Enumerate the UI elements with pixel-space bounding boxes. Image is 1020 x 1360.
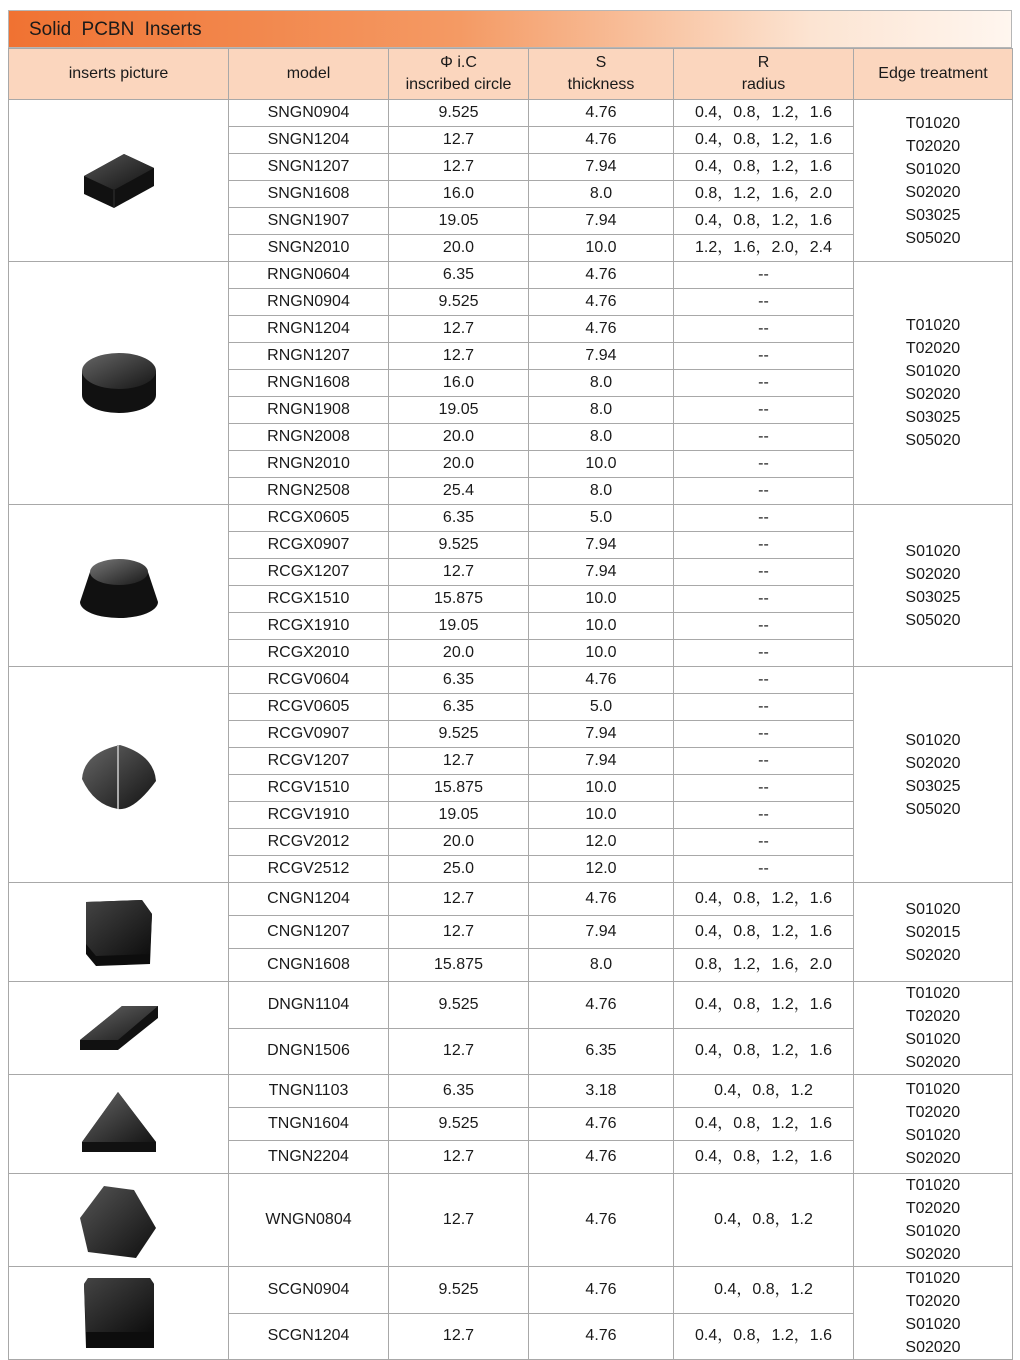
- radius-cell: --: [674, 289, 854, 316]
- thickness-cell: 8.0: [529, 397, 674, 424]
- inscribed-circle-cell: 12.7: [389, 559, 529, 586]
- radius-cell: --: [674, 613, 854, 640]
- thickness-cell: 10.0: [529, 235, 674, 262]
- edge-treatment-code: S03025: [905, 777, 961, 795]
- header-radius: [674, 49, 854, 100]
- thickness-cell: 4.76: [529, 1267, 674, 1314]
- model-cell: RCGV2012: [229, 829, 389, 856]
- model-cell: RNGN1908: [229, 397, 389, 424]
- radius-cell: 0.4，0.8，1.2，1.6: [674, 127, 854, 154]
- thickness-cell: 5.0: [529, 694, 674, 721]
- radius-cell: --: [674, 802, 854, 829]
- radius-cell: --: [674, 532, 854, 559]
- thickness-cell: 8.0: [529, 478, 674, 505]
- radius-cell: 0.4，0.8，1.2，1.6: [674, 883, 854, 916]
- edge-treatment-code: S02020: [905, 1339, 961, 1356]
- model-cell: RNGN0604: [229, 262, 389, 289]
- edge-treatment-code: S01020: [905, 900, 961, 918]
- inscribed-circle-cell: 9.525: [389, 1267, 529, 1314]
- radius-cell: 0.4，0.8，1.2，1.6: [674, 1141, 854, 1174]
- radius-cell: --: [674, 775, 854, 802]
- inscribed-circle-cell: 6.35: [389, 505, 529, 532]
- radius-cell: 0.4，0.8，1.2，1.6: [674, 982, 854, 1029]
- thickness-cell: 7.94: [529, 208, 674, 235]
- inscribed-circle-cell: 25.4: [389, 478, 529, 505]
- model-cell: RNGN2008: [229, 424, 389, 451]
- thickness-cell: 4.76: [529, 982, 674, 1029]
- edge-treatment-code: S02020: [905, 386, 961, 403]
- model-cell: RCGX1510: [229, 586, 389, 613]
- thickness-cell: 10.0: [529, 613, 674, 640]
- edge-treatment-code: T02020: [905, 1104, 961, 1121]
- inscribed-circle-cell: 9.525: [389, 982, 529, 1029]
- thickness-cell: 7.94: [529, 343, 674, 370]
- inscribed-circle-cell: 25.0: [389, 856, 529, 883]
- inscribed-circle-cell: 20.0: [389, 451, 529, 478]
- edge-treatment-cell: [854, 1267, 1013, 1360]
- edge-treatment-code: S03025: [905, 409, 961, 426]
- edge-treatment-code: S02020: [905, 946, 961, 964]
- edge-treatment-code: S02020: [905, 183, 961, 201]
- radius-cell: 0.4，0.8，1.2: [674, 1075, 854, 1108]
- thickness-cell: 10.0: [529, 775, 674, 802]
- rhombic-55-insert-icon: [9, 998, 228, 1058]
- edge-treatment-code: S01020: [905, 1316, 961, 1333]
- header-ic-label: inscribed circle: [405, 76, 512, 93]
- inscribed-circle-cell: 12.7: [389, 154, 529, 181]
- edge-treatment-code: S03025: [905, 206, 961, 224]
- inscribed-circle-cell: 19.05: [389, 613, 529, 640]
- table-row: [9, 1267, 1013, 1314]
- model-cell: CNGN1204: [229, 883, 389, 916]
- inscribed-circle-cell: 16.0: [389, 370, 529, 397]
- model-cell: CNGN1608: [229, 949, 389, 982]
- header-inscribed-circle: [389, 49, 529, 100]
- inscribed-circle-cell: 12.7: [389, 316, 529, 343]
- edge-treatment-cell: [854, 883, 1013, 982]
- edge-treatment-cell: [854, 505, 1013, 667]
- inscribed-circle-cell: 6.35: [389, 694, 529, 721]
- page-title: Solid PCBN Inserts: [8, 10, 1012, 48]
- thickness-cell: 4.76: [529, 289, 674, 316]
- insert-picture-cell: [9, 1267, 229, 1360]
- thickness-cell: 3.18: [529, 1075, 674, 1108]
- radius-cell: 0.4，0.8，1.2，1.6: [674, 100, 854, 127]
- table-row: [9, 262, 1013, 289]
- inscribed-circle-cell: 19.05: [389, 802, 529, 829]
- radius-cell: --: [674, 748, 854, 775]
- thickness-cell: 6.35: [529, 1028, 674, 1075]
- inscribed-circle-cell: 6.35: [389, 667, 529, 694]
- model-cell: WNGN0804: [229, 1174, 389, 1267]
- radius-cell: --: [674, 586, 854, 613]
- header-s-symbol: S: [595, 54, 607, 71]
- edge-treatment-code: S01020: [905, 363, 961, 380]
- radius-cell: --: [674, 370, 854, 397]
- square-chamfered-insert-icon: [9, 1268, 228, 1358]
- edge-treatment-code: S01020: [905, 731, 961, 749]
- model-cell: RNGN2508: [229, 478, 389, 505]
- model-cell: RCGX0605: [229, 505, 389, 532]
- thickness-cell: 12.0: [529, 829, 674, 856]
- edge-treatment-code: S02015: [905, 923, 961, 941]
- inscribed-circle-cell: 12.7: [389, 1141, 529, 1174]
- radius-cell: 0.4，0.8，1.2: [674, 1174, 854, 1267]
- radius-cell: 0.4，0.8，1.2: [674, 1267, 854, 1314]
- header-ic-symbol: Φ i.C: [440, 54, 477, 71]
- spec-sheet: [8, 10, 1012, 1360]
- radius-cell: --: [674, 451, 854, 478]
- insert-picture-cell: [9, 1075, 229, 1174]
- inscribed-circle-cell: 9.525: [389, 532, 529, 559]
- insert-picture-cell: [9, 100, 229, 262]
- header-edge-treatment: Edge treatment: [854, 49, 1013, 100]
- radius-cell: 0.4，0.8，1.2，1.6: [674, 1028, 854, 1075]
- inscribed-circle-cell: 15.875: [389, 586, 529, 613]
- radius-cell: --: [674, 721, 854, 748]
- radius-cell: --: [674, 424, 854, 451]
- insert-picture-cell: [9, 262, 229, 505]
- thickness-cell: 4.76: [529, 667, 674, 694]
- thickness-cell: 4.76: [529, 1174, 674, 1267]
- square-insert-icon: [9, 146, 228, 216]
- triangle-insert-icon: [9, 1084, 228, 1164]
- inscribed-circle-cell: 12.7: [389, 1028, 529, 1075]
- model-cell: RNGN0904: [229, 289, 389, 316]
- model-cell: RCGV0605: [229, 694, 389, 721]
- radius-cell: --: [674, 856, 854, 883]
- thickness-cell: 4.76: [529, 316, 674, 343]
- thickness-cell: 10.0: [529, 640, 674, 667]
- inscribed-circle-cell: 12.7: [389, 883, 529, 916]
- radius-cell: 1.2，1.6，2.0，2.4: [674, 235, 854, 262]
- radius-cell: --: [674, 694, 854, 721]
- radius-cell: --: [674, 559, 854, 586]
- insert-picture-cell: [9, 982, 229, 1075]
- edge-treatment-code: S05020: [905, 611, 961, 629]
- thickness-cell: 7.94: [529, 748, 674, 775]
- inscribed-circle-cell: 12.7: [389, 343, 529, 370]
- edge-treatment-code: T02020: [905, 340, 961, 357]
- radius-cell: --: [674, 667, 854, 694]
- table-row: [9, 100, 1013, 127]
- inscribed-circle-cell: 15.875: [389, 949, 529, 982]
- model-cell: TNGN2204: [229, 1141, 389, 1174]
- edge-treatment-code: S02020: [905, 754, 961, 772]
- inscribed-circle-cell: 16.0: [389, 181, 529, 208]
- edge-treatment-code: S01020: [905, 1031, 961, 1048]
- thickness-cell: 8.0: [529, 949, 674, 982]
- model-cell: RCGV2512: [229, 856, 389, 883]
- inscribed-circle-cell: 20.0: [389, 235, 529, 262]
- edge-treatment-code: S02020: [905, 1054, 961, 1071]
- trigon-insert-icon: [9, 1178, 228, 1263]
- edge-treatment-code: S05020: [905, 229, 961, 247]
- radius-cell: 0.4，0.8，1.2，1.6: [674, 1313, 854, 1360]
- model-cell: DNGN1506: [229, 1028, 389, 1075]
- thickness-cell: 7.94: [529, 916, 674, 949]
- edge-treatment-code: S05020: [905, 800, 961, 818]
- table-body: [9, 100, 1013, 1360]
- header-s-label: thickness: [567, 76, 635, 93]
- model-cell: SNGN1907: [229, 208, 389, 235]
- inscribed-circle-cell: 9.525: [389, 100, 529, 127]
- table-row: [9, 667, 1013, 694]
- edge-treatment-code: T01020: [905, 985, 961, 1002]
- edge-treatment-code: T02020: [905, 1293, 961, 1310]
- model-cell: RCGX0907: [229, 532, 389, 559]
- inscribed-circle-cell: 19.05: [389, 208, 529, 235]
- model-cell: SNGN1608: [229, 181, 389, 208]
- inscribed-circle-cell: 12.7: [389, 127, 529, 154]
- inscribed-circle-cell: 20.0: [389, 829, 529, 856]
- model-cell: RNGN1204: [229, 316, 389, 343]
- header-row: [9, 49, 1013, 100]
- radius-cell: 0.4，0.8，1.2，1.6: [674, 916, 854, 949]
- model-cell: RNGN1608: [229, 370, 389, 397]
- thickness-cell: 12.0: [529, 856, 674, 883]
- edge-treatment-code: T01020: [905, 114, 961, 132]
- edge-treatment-code: S02020: [905, 1246, 961, 1263]
- table-row: [9, 1075, 1013, 1108]
- thickness-cell: 7.94: [529, 721, 674, 748]
- radius-cell: 0.4，0.8，1.2，1.6: [674, 154, 854, 181]
- edge-treatment-code: T02020: [905, 1200, 961, 1217]
- radius-cell: --: [674, 316, 854, 343]
- table-row: [9, 982, 1013, 1029]
- radius-cell: --: [674, 397, 854, 424]
- model-cell: SCGN0904: [229, 1267, 389, 1314]
- thickness-cell: 10.0: [529, 451, 674, 478]
- thickness-cell: 8.0: [529, 370, 674, 397]
- model-cell: SNGN0904: [229, 100, 389, 127]
- inscribed-circle-cell: 19.05: [389, 397, 529, 424]
- header-r-symbol: R: [757, 54, 770, 71]
- thickness-cell: 4.76: [529, 100, 674, 127]
- rhombic-80-insert-icon: [9, 892, 228, 972]
- radius-cell: --: [674, 829, 854, 856]
- inscribed-circle-cell: 20.0: [389, 424, 529, 451]
- header-picture: inserts picture: [9, 49, 229, 100]
- model-cell: RCGX1910: [229, 613, 389, 640]
- radius-cell: 0.8，1.2，1.6，2.0: [674, 181, 854, 208]
- insert-picture-cell: [9, 505, 229, 667]
- radius-cell: --: [674, 505, 854, 532]
- model-cell: RCGV1910: [229, 802, 389, 829]
- model-cell: DNGN1104: [229, 982, 389, 1029]
- model-cell: RCGV1510: [229, 775, 389, 802]
- edge-treatment-cell: [854, 1174, 1013, 1267]
- model-cell: RCGV0604: [229, 667, 389, 694]
- edge-treatment-cell: [854, 982, 1013, 1075]
- edge-treatment-cell: [854, 100, 1013, 262]
- radius-cell: --: [674, 343, 854, 370]
- header-r-label: radius: [741, 76, 786, 93]
- edge-treatment-cell: [854, 1075, 1013, 1174]
- header-model: model: [229, 49, 389, 100]
- radius-cell: 0.8，1.2，1.6，2.0: [674, 949, 854, 982]
- model-cell: SNGN1207: [229, 154, 389, 181]
- thickness-cell: 7.94: [529, 154, 674, 181]
- model-cell: SCGN1204: [229, 1313, 389, 1360]
- edge-treatment-code: T01020: [905, 1081, 961, 1098]
- insert-picture-cell: [9, 1174, 229, 1267]
- model-cell: RCGX1207: [229, 559, 389, 586]
- model-cell: RNGN2010: [229, 451, 389, 478]
- table-row: [9, 505, 1013, 532]
- model-cell: TNGN1604: [229, 1108, 389, 1141]
- model-cell: CNGN1207: [229, 916, 389, 949]
- header-thickness: [529, 49, 674, 100]
- insert-picture-cell: [9, 667, 229, 883]
- inscribed-circle-cell: 9.525: [389, 1108, 529, 1141]
- model-cell: RCGX2010: [229, 640, 389, 667]
- edge-treatment-code: S05020: [905, 432, 961, 449]
- round-conical-insert-icon: [9, 546, 228, 626]
- edge-treatment-code: S03025: [905, 588, 961, 606]
- radius-cell: --: [674, 262, 854, 289]
- inscribed-circle-cell: 12.7: [389, 748, 529, 775]
- thickness-cell: 4.76: [529, 262, 674, 289]
- thickness-cell: 4.76: [529, 883, 674, 916]
- edge-treatment-code: S01020: [905, 542, 961, 560]
- thickness-cell: 4.76: [529, 1108, 674, 1141]
- edge-treatment-code: T02020: [905, 137, 961, 155]
- edge-treatment-code: S02020: [905, 1150, 961, 1167]
- edge-treatment-code: S02020: [905, 565, 961, 583]
- thickness-cell: 5.0: [529, 505, 674, 532]
- inscribed-circle-cell: 12.7: [389, 1313, 529, 1360]
- inscribed-circle-cell: 6.35: [389, 262, 529, 289]
- radius-cell: 0.4，0.8，1.2，1.6: [674, 208, 854, 235]
- inscribed-circle-cell: 9.525: [389, 721, 529, 748]
- radius-cell: 0.4，0.8，1.2，1.6: [674, 1108, 854, 1141]
- thickness-cell: 8.0: [529, 424, 674, 451]
- inserts-table: [8, 48, 1013, 1360]
- thickness-cell: 7.94: [529, 532, 674, 559]
- radius-cell: --: [674, 640, 854, 667]
- edge-treatment-code: T01020: [905, 317, 961, 334]
- model-cell: TNGN1103: [229, 1075, 389, 1108]
- edge-treatment-cell: [854, 262, 1013, 505]
- edge-treatment-code: S01020: [905, 160, 961, 178]
- thickness-cell: 4.76: [529, 1313, 674, 1360]
- model-cell: RCGV1207: [229, 748, 389, 775]
- thickness-cell: 4.76: [529, 1141, 674, 1174]
- edge-treatment-code: T02020: [905, 1008, 961, 1025]
- thickness-cell: 10.0: [529, 802, 674, 829]
- round-grooved-insert-icon: [9, 735, 228, 815]
- round-insert-icon: [9, 343, 228, 423]
- inscribed-circle-cell: 15.875: [389, 775, 529, 802]
- table-row: [9, 883, 1013, 916]
- edge-treatment-code: T01020: [905, 1177, 961, 1194]
- edge-treatment-code: S01020: [905, 1127, 961, 1144]
- inscribed-circle-cell: 6.35: [389, 1075, 529, 1108]
- model-cell: RNGN1207: [229, 343, 389, 370]
- model-cell: RCGV0907: [229, 721, 389, 748]
- thickness-cell: 7.94: [529, 559, 674, 586]
- edge-treatment-cell: [854, 667, 1013, 883]
- table-row: [9, 1174, 1013, 1267]
- insert-picture-cell: [9, 883, 229, 982]
- model-cell: SNGN1204: [229, 127, 389, 154]
- thickness-cell: 8.0: [529, 181, 674, 208]
- model-cell: SNGN2010: [229, 235, 389, 262]
- thickness-cell: 10.0: [529, 586, 674, 613]
- edge-treatment-code: S01020: [905, 1223, 961, 1240]
- inscribed-circle-cell: 12.7: [389, 1174, 529, 1267]
- inscribed-circle-cell: 20.0: [389, 640, 529, 667]
- edge-treatment-code: T01020: [905, 1270, 961, 1287]
- inscribed-circle-cell: 9.525: [389, 289, 529, 316]
- inscribed-circle-cell: 12.7: [389, 916, 529, 949]
- thickness-cell: 4.76: [529, 127, 674, 154]
- radius-cell: --: [674, 478, 854, 505]
